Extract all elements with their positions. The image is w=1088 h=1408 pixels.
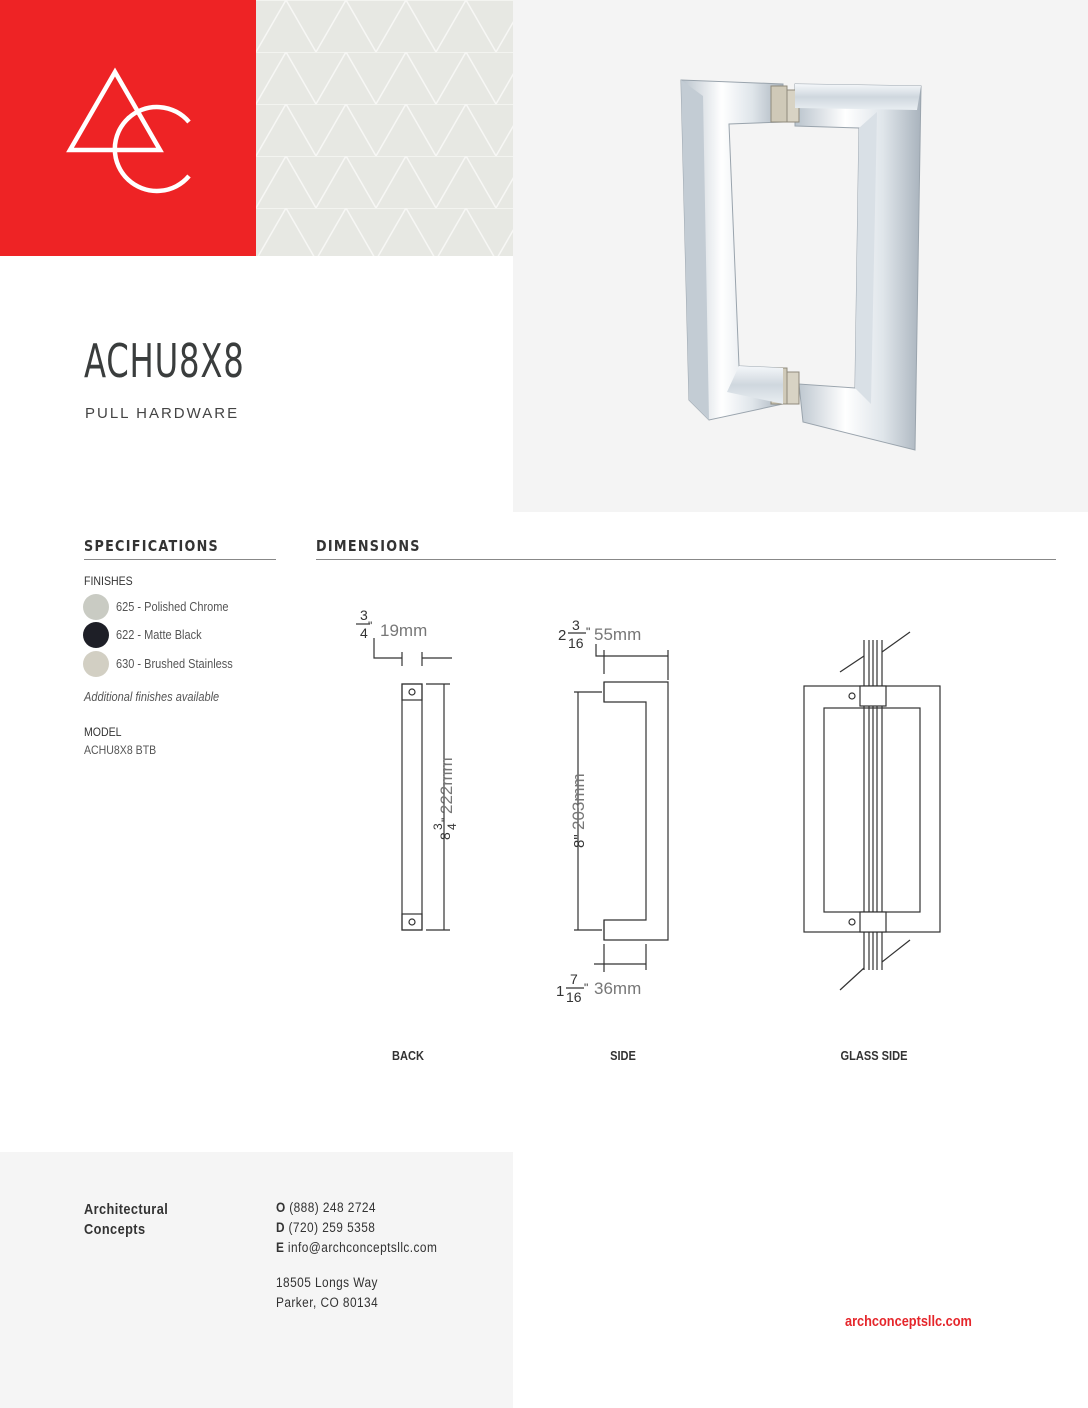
back-height-inch-mark: " [439, 817, 453, 822]
dimension-drawings [316, 600, 1056, 1020]
company-name [84, 1200, 168, 1240]
ac-logo-icon [0, 0, 256, 256]
side-view-label: SIDE [610, 1048, 636, 1063]
back-width-frac-num: 3 [360, 607, 368, 623]
side-bottom-mm: 36mm [594, 979, 642, 998]
finish-label: 625 - Polished Chrome [116, 600, 229, 614]
address-line2: Parker, CO 80134 [276, 1295, 379, 1310]
side-bottom-inch-mark: " [584, 981, 589, 995]
back-height-frac-den: 4 [445, 823, 459, 830]
footer-panel [0, 1152, 513, 1408]
model-value: ACHU8X8 BTB [84, 743, 157, 757]
finishes-label: FINISHES [84, 574, 133, 588]
side-center-inch: 8" [571, 834, 588, 848]
dimensions-divider [316, 559, 1056, 560]
finish-swatch [83, 651, 109, 677]
back-view-label: BACK [392, 1048, 424, 1063]
office-phone-number: (888) 248 2724 [289, 1200, 376, 1215]
back-height-mm: 222mm [437, 757, 456, 814]
back-width-frac-den: 4 [360, 625, 368, 641]
back-view-drawing [356, 607, 459, 930]
direct-phone[interactable] [276, 1220, 375, 1235]
office-phone[interactable] [276, 1200, 376, 1215]
additional-finishes-note: Additional finishes available [84, 690, 220, 704]
finish-item [83, 651, 249, 677]
product-title: ACHU8X8 [84, 334, 245, 388]
finish-swatch [83, 622, 109, 648]
office-prefix: O [276, 1200, 286, 1215]
side-top-inch-mark: " [586, 625, 591, 639]
back-height-whole: 8 [437, 832, 453, 840]
side-bottom-frac-num: 7 [570, 971, 578, 987]
side-top-frac-num: 3 [572, 617, 580, 633]
back-height-frac-num: 3 [431, 823, 445, 830]
decorative-pattern [256, 0, 513, 256]
product-category: PULL HARDWARE [85, 405, 240, 422]
company-name-line1: Architectural [84, 1201, 169, 1218]
direct-prefix: D [276, 1220, 286, 1235]
direct-phone-number: (720) 259 5358 [288, 1220, 376, 1235]
finish-label: 622 - Matte Black [116, 628, 202, 642]
dimensions-heading: DIMENSIONS [316, 537, 421, 555]
finish-item [83, 622, 213, 648]
triangle-pattern-icon [256, 0, 513, 256]
email-prefix: E [276, 1240, 285, 1255]
back-width-inch-mark: " [368, 619, 373, 633]
brand-logo-block [0, 0, 256, 256]
glass-side-view-label: GLASS SIDE [840, 1048, 908, 1063]
side-top-frac-den: 16 [568, 635, 584, 651]
product-photo [513, 0, 1088, 512]
specifications-heading: SPECIFICATIONS [84, 537, 220, 555]
glass-side-view-drawing [804, 632, 940, 990]
pull-handle-image [513, 0, 1088, 512]
model-label: MODEL [84, 725, 122, 739]
address-line1: 18505 Longs Way [276, 1275, 378, 1290]
side-center-mm: 203mm [569, 773, 588, 830]
company-name-line2: Concepts [84, 1221, 146, 1238]
back-width-mm: 19mm [380, 621, 428, 640]
specifications-divider [84, 559, 276, 560]
website-link[interactable]: archconceptsllc.com [845, 1313, 972, 1330]
email-contact[interactable] [276, 1240, 437, 1255]
side-bottom-frac-den: 16 [566, 989, 582, 1005]
side-top-whole: 2 [558, 627, 567, 644]
finish-swatch [83, 594, 109, 620]
finish-label: 630 - Brushed Stainless [116, 657, 233, 671]
side-view-drawing [556, 617, 668, 1005]
finish-item [83, 594, 244, 620]
side-top-mm: 55mm [594, 625, 642, 644]
side-bottom-whole: 1 [556, 983, 565, 1000]
email-address: info@archconceptsllc.com [287, 1240, 438, 1255]
